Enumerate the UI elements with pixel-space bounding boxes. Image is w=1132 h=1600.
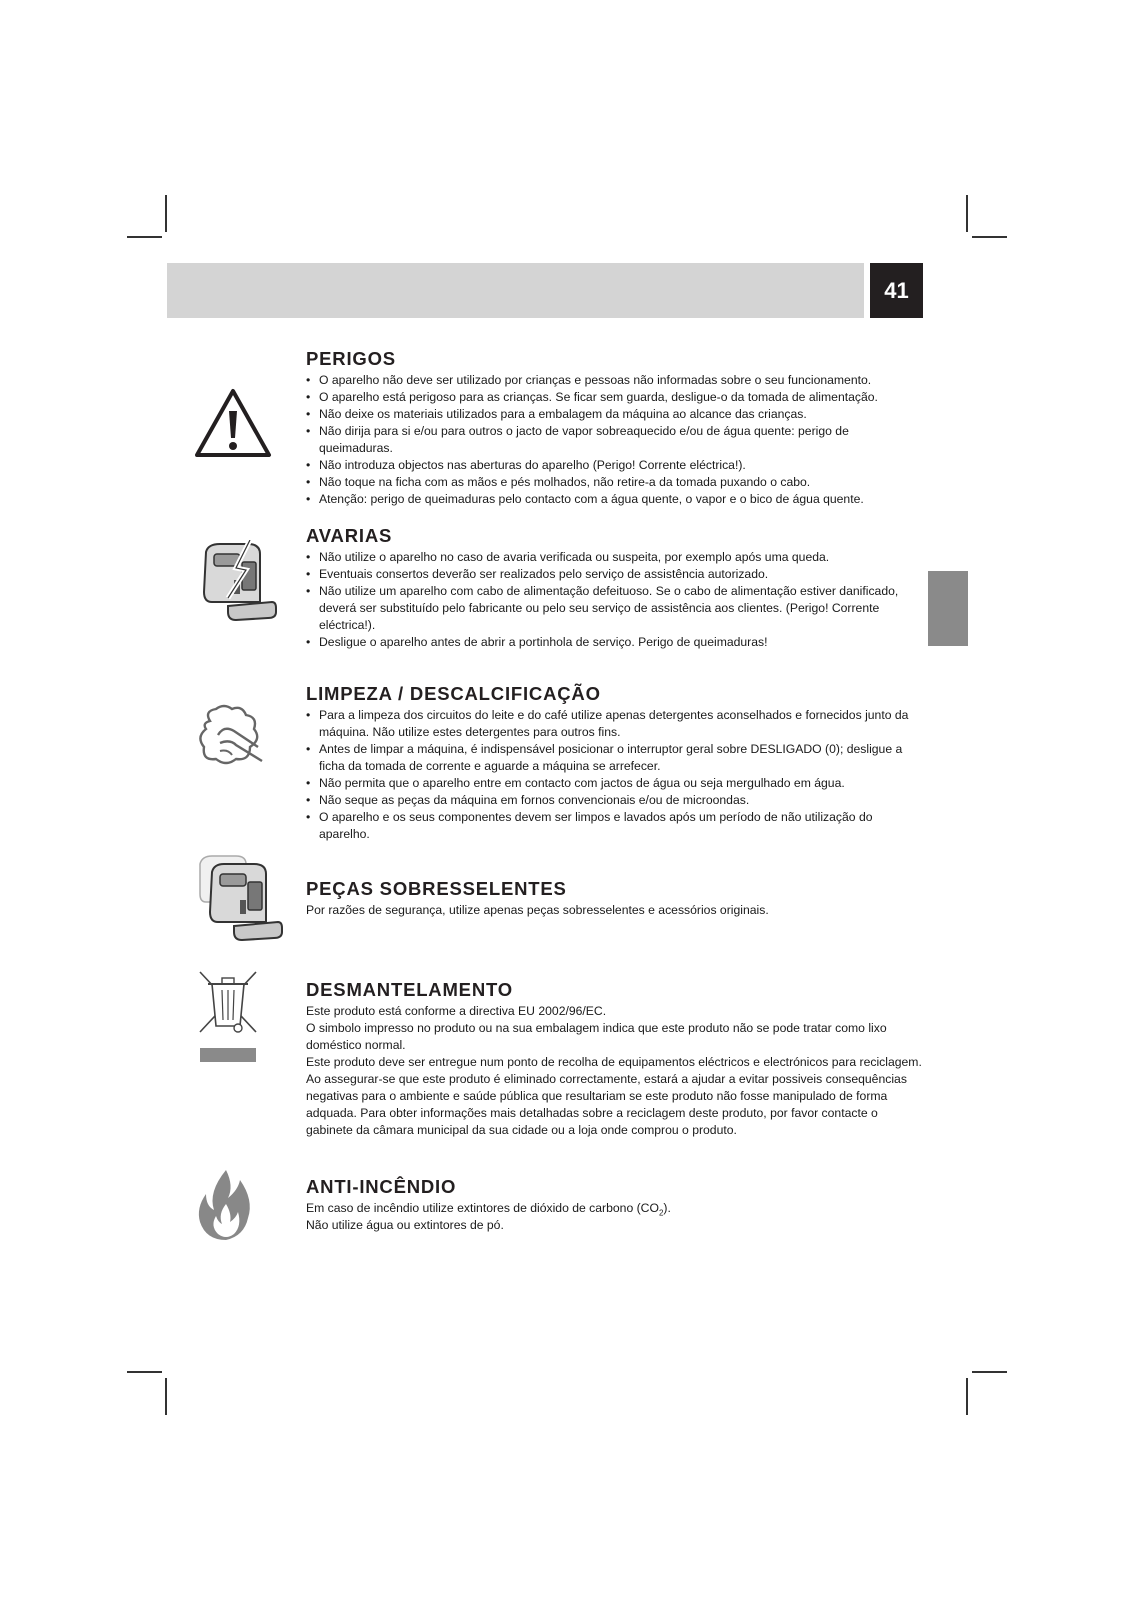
warning-triangle-icon — [192, 386, 274, 460]
cleaning-hand-icon — [196, 703, 270, 769]
list-item: • Desligue o aparelho antes de abrir a portinhola de serviço. Perigo de queimaduras! — [306, 634, 926, 651]
list-item: • Não introduza objectos nas aberturas do aparelho (Perigo! Corrente eléctrica!). — [306, 457, 926, 474]
section-anti-incendio — [306, 1176, 926, 1234]
page-number: 41 — [870, 263, 923, 318]
list-item: • O aparelho e os seus componentes devem ser limpos e lavados após um período de não utilização do aparelho. — [306, 809, 926, 843]
section-title: AVARIAS — [306, 525, 393, 546]
text-fragment: Em caso de incêndio utilize extintores de dióxido de carbono (CO — [306, 1201, 659, 1215]
crop-mark — [127, 236, 162, 238]
bullet-list — [306, 549, 926, 651]
section-text — [306, 1200, 926, 1217]
crop-mark — [127, 1371, 162, 1373]
list-item: • O aparelho está perigoso para as crianças. Se ficar sem guarda, desligue-o da tomada de alimentação. — [306, 389, 926, 406]
section-text: Por razões de segurança, utilize apenas peças sobresselentes e acessórios originais. — [306, 903, 769, 917]
section-text: Este produto está conforme a directiva EU 2002/96/EC. — [306, 1004, 607, 1018]
bullet-list — [306, 707, 926, 843]
text-fragment: ). — [663, 1201, 671, 1215]
section-title: ANTI-INCÊNDIO — [306, 1176, 457, 1197]
list-item: • O aparelho não deve ser utilizado por crianças e pessoas não informadas sobre o seu funcionamento. — [306, 372, 926, 389]
section-text: O simbolo impresso no produto ou na sua embalagem indica que este produto não se pode tratar como lixo doméstico normal. — [306, 1021, 887, 1052]
section-pecas — [306, 878, 926, 919]
section-limpeza — [306, 683, 926, 843]
section-avarias — [306, 525, 926, 651]
header-bar — [167, 263, 864, 318]
list-item: • Não utilize um aparelho com cabo de alimentação defeituoso. Se o cabo de alimentação estiver danificado, deverá ser substituído pelo fabricante ou pelo seu serviço de assistência aos clientes. (Perigo! Corrente eléctrica!). — [306, 583, 926, 634]
list-item: • Antes de limpar a máquina, é indispensável posicionar o interruptor geral sobre DESLIGADO (0); desligue a ficha da tomada de corrente e aguarde a máquina se arrefecer. — [306, 741, 926, 775]
fire-icon — [196, 1168, 254, 1242]
list-item: • Não toque na ficha com as mãos e pés molhados, não retire-a da tomada puxando o cabo. — [306, 474, 926, 491]
crop-mark — [966, 195, 968, 232]
list-item: • Não utilize o aparelho no caso de avaria verificada ou suspeita, por exemplo após uma queda. — [306, 549, 926, 566]
crop-mark — [966, 1378, 968, 1415]
list-item: • Não permita que o aparelho entre em contacto com jactos de água ou seja mergulhado em água. — [306, 775, 926, 792]
crop-mark — [165, 195, 167, 232]
section-title: PEÇAS SOBRESSELENTES — [306, 878, 567, 899]
section-title: DESMANTELAMENTO — [306, 979, 513, 1000]
crop-mark — [165, 1378, 167, 1415]
spare-parts-machine-icon — [196, 852, 284, 948]
list-item: • Não deixe os materiais utilizados para a embalagem da máquina ao alcance das crianças. — [306, 406, 926, 423]
section-title: LIMPEZA / DESCALCIFICAÇÃO — [306, 683, 601, 704]
crossed-bin-icon — [198, 970, 260, 1068]
list-item: • Para a limpeza dos circuitos do leite e do café utilize apenas detergentes aconselhados e fornecidos junto da máquina. Não utilize estes detergentes para outros fins. — [306, 707, 926, 741]
subscript: 2 — [658, 1208, 664, 1218]
section-desmantelamento — [306, 979, 926, 1139]
bullet-list — [306, 372, 926, 508]
section-text: Não utilize água ou extintores de pó. — [306, 1218, 504, 1232]
list-item: • Atenção: perigo de queimaduras pelo contacto com a água quente, o vapor e o bico de água quente. — [306, 491, 926, 508]
chapter-tab — [928, 571, 968, 646]
list-item: • Não seque as peças da máquina em fornos convencionais e/ou de microondas. — [306, 792, 926, 809]
broken-machine-icon — [198, 540, 280, 632]
section-text: Este produto deve ser entregue num ponto de recolha de equipamentos eléctricos e electrónicos para reciclagem. Ao assegurar-se que este produto é eliminado correctamente, estará a ajudar a evitar possiveis consequências negativas para o ambiente e saúde pública que resultariam se este produto não fosse manipulado de forma adquada. Para obter informações mais detalhadas sobre a reciclagem deste produto, por favor contacte o gabinete da câmara municipal da sua cidade ou a loja onde comprou o produto. — [306, 1055, 922, 1137]
section-perigos — [306, 348, 926, 508]
crop-mark — [972, 236, 1007, 238]
crop-mark — [972, 1371, 1007, 1373]
section-title: PERIGOS — [306, 348, 396, 369]
list-item: • Eventuais consertos deverão ser realizados pelo serviço de assistência autorizado. — [306, 566, 926, 583]
list-item: • Não dirija para si e/ou para outros o jacto de vapor sobreaquecido e/ou de água quente: perigo de queimaduras. — [306, 423, 926, 457]
